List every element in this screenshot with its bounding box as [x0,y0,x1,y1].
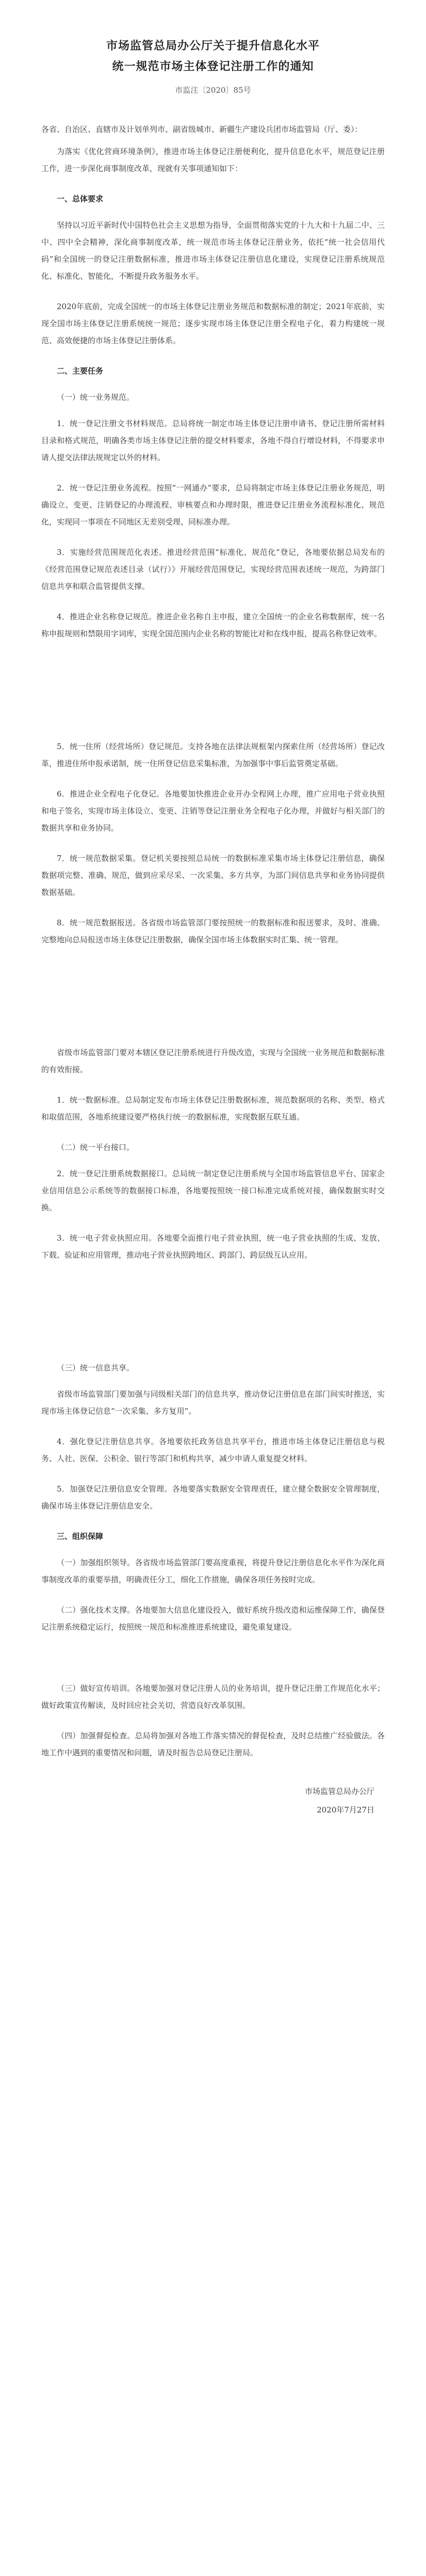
paragraph: （三）做好宣传培训。各地要加强对登记注册人员的业务培训，提升登记注册工作规范化水平；做好政策宣传解读，及时回应社会关切，营造良好改革氛围。 [41,1684,385,1710]
signing-organization: 市场监管总局办公厅 [304,1787,374,1796]
paragraph: 4．强化登记注册信息共享。各地要依托政务信息共享平台，推进市场主体登记注册信息与税务、人社、医保、公积金、银行等部门和机构共享，减少申请人重复提交材料。 [41,1437,385,1463]
subsection-heading: （一）统一业务规范。 [57,393,135,402]
paragraph: 2．统一登记注册系统数据接口。总局统一制定登记注册系统与全国市场监管信息平台、国家企业信用信息公示系统等的数据接口标准，各地要按照统一接口标准完成系统对接，确保数据实时交换。 [41,1169,385,1212]
paragraph: （二）强化技术支撑。各地要加大信息化建设投入，做好系统升级改造和运维保障工作，确保登记注册系统稳定运行，按照统一规范和标准推进系统建设，避免重复建设。 [41,1605,385,1632]
paragraph: 5．加强登记注册信息安全管理。各地要落实数据安全管理责任，建立健全数据安全管理制度，确保市场主体登记注册信息安全。 [41,1484,385,1511]
section-heading-3: 三、组织保障 [57,1532,104,1541]
paragraph: 6．推进企业全程电子化登记。各地要加快推进企业开办全程网上办理，推广应用电子营业执照和电子签名，实现市场主体设立、变更、注销等登记注册业务全程电子化办理，并做好与相关部门的数据共享和业务协同。 [41,789,385,833]
salutation: 各省、自治区、直辖市及计划单列市、副省级城市、新疆生产建设兵团市场监管局（厅、委）： [41,125,363,134]
paragraph: 3．实施经营范围规范化表述。推进经营范围“标准化、规范化”登记，各地要依据总局发布的《经营范围登记规范表述目录（试行）》开展经营范围登记，实现经营范围表述统一规范，为跨部门信息共享和联合监管提供支撑。 [41,548,385,591]
spacer [41,962,385,1044]
intro-paragraph: 为落实《优化营商环境条例》，推进市场主体登记注册便利化，提升信息化水平，规范登记注册工作，进一步深化商事制度改革，现就有关事项通知如下： [41,147,385,173]
document-number: 市监注〔2020〕85号 [175,86,251,95]
paragraph: （四）加强督促检查。总局将加强对各地工作落实情况的督促检查，及时总结推广经验做法。各地工作中遇到的重要情况和问题，请及时报告总局登记注册局。 [41,1731,385,1757]
spacer [41,1277,385,1360]
section-heading-2: 二、主要任务 [57,366,104,376]
section-heading-1: 一、总体要求 [57,194,104,204]
title-line-2: 统一规范市场主体登记注册工作的通知 [112,60,314,73]
title-line-1: 市场监管总局办公厅关于提升信息化水平 [106,40,320,53]
signature-block [41,1782,385,1819]
paragraph: 7．统一规范数据采集。登记机关要按照总局统一的数据标准采集市场主体登记注册信息，确保数据项完整、准确、规范，做到应采尽采、一次采集、多方共享，为部门间信息共享和业务协同提供数据基础。 [41,854,385,897]
paragraph: 2．统一登记注册业务流程。按照“一网通办”要求，总局将制定市场主体登记注册业务规范，明确设立、变更、注销登记的办理流程、审核要点和办理时限，推进登记注册业务流程标准化、规范化，实现同一事项在不同地区无差别受理、同标准办理。 [41,483,385,527]
paragraph: 8．统一规范数据报送。各省级市场监管部门要按照统一的数据标准和报送要求，及时、准确、完整地向总局报送市场主体登记注册数据，确保全国市场主体数据实时汇集、统一管理。 [41,918,385,944]
spacer [41,1649,385,1680]
paragraph: 2020年底前，完成全国统一的市场主体登记注册业务规范和数据标准的制定；2021年底前，实现全国市场主体登记注册系统统一规范；逐步实现市场主体登记注册全程电子化，着力构建统一规范、高效便捷的市场主体登记注册体系。 [41,302,385,345]
paragraph: 坚持以习近平新时代中国特色社会主义思想为指导，全面贯彻落实党的十九大和十九届二中、三中、四中全会精神，深化商事制度改革，统一规范市场主体登记注册业务，依托“统一社会信用代码”和全国统一的登记注册数据标准，推进市场主体登记注册信息化建设，实现登记注册系统规范化、标准化、智能化，不断提升政务服务水平。 [41,221,385,281]
paragraph: 3．统一电子营业执照应用。各地要全面推行电子营业执照，统一电子营业执照的生成、发放、下载、验证和应用管理，推动电子营业执照跨地区、跨部门、跨层级互认应用。 [41,1233,385,1260]
paragraph: 省级市场监管部门要对本辖区登记注册系统进行升级改造，实现与全国统一业务规范和数据标准的有效衔接。 [41,1048,385,1074]
paragraph: 1．统一登记注册文书材料规范。总局将统一制定市场主体登记注册申请书、登记注册所需材料目录和格式规范，明确各类市场主体登记注册的提交材料要求，各地不得自行增设材料，不得要求申请人提交法律法规规定以外的材料。 [41,419,385,462]
document-title [41,36,385,77]
paragraph: 5．统一住所（经营场所）登记规范。支持各地在法律法规框架内探索住所（经营场所）登记改革，推进住所申报承诺制，统一住所登记信息采集标准，为加强事中事后监管奠定基础。 [41,742,385,768]
subsection-heading: （三）统一信息共享。 [57,1363,135,1372]
spacer [41,656,385,738]
signing-date: 2020年7月27日 [317,1805,374,1815]
subsection-heading: （二）统一平台接口。 [57,1143,135,1152]
paragraph: 省级市场监管部门要加强与同级相关部门的信息共享，推动登记注册信息在部门间实时推送，实现市场主体登记信息“一次采集、多方复用”。 [41,1389,385,1416]
paragraph: （一）加强组织领导。各省级市场监管部门要高度重视，将提升登记注册信息化水平作为深化商事制度改革的重要举措，明确责任分工，细化工作措施，确保各项任务按时完成。 [41,1558,385,1584]
paragraph: 1．统一数据标准。总局制定发布市场主体登记注册数据标准，规范数据项的名称、类型、格式和取值范围，各地系统建设要严格执行统一的数据标准，实现数据互联互通。 [41,1095,385,1122]
paragraph: 4．推进企业名称登记规范。推进企业名称自主申报，建立全国统一的企业名称数据库，统一名称申报规则和禁限用字词库，实现全国范围内企业名称的智能比对和在线申报，提高名称登记效率。 [41,612,385,638]
